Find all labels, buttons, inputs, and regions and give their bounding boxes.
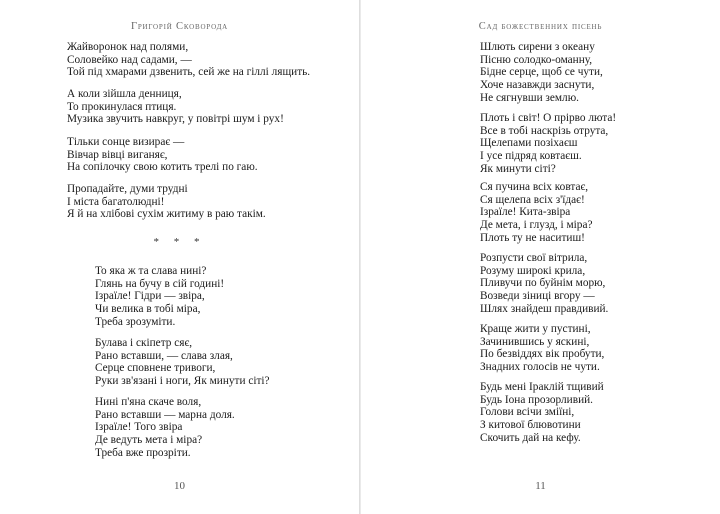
stanza	[95, 265, 224, 329]
verse-line: З китової блювотини	[480, 419, 581, 432]
verse-line: По безвіддях вік пробути,	[480, 348, 605, 361]
running-head-right: Сад божественних пісень	[478, 21, 603, 32]
verse-line: Хоче назавжди заснути,	[480, 79, 595, 92]
verse-line: Пісню солодко-оманну,	[480, 53, 593, 66]
verse-line: Шлють сирени з океану	[480, 41, 595, 53]
stanza	[480, 323, 604, 374]
verse-line: Щелепами позіхаєш	[480, 137, 578, 150]
section-separator: * * *	[153, 236, 206, 248]
left-page	[0, 0, 359, 514]
stanza	[480, 252, 608, 316]
verse-line: Де ведуть мета і міра?	[95, 434, 203, 447]
verse-line: Рано вставши, — слава злая,	[95, 349, 233, 362]
verse-line: Той під хмарами дзвенить, сей же на гіллі лящить.	[67, 66, 311, 79]
right-page	[361, 0, 720, 514]
verse-line: Ся щелепа всіх з'їдає!	[480, 193, 585, 206]
verse-line: Як минути сіті?	[480, 162, 556, 175]
verse-line: Знадних голосів не чути.	[480, 361, 600, 374]
verse-line: Не сягнувши землю.	[480, 91, 579, 104]
verse-line: Розпусти свої вітрила,	[480, 252, 588, 264]
verse-line: То прокинулася птиця.	[67, 100, 177, 113]
verse-line: То яка ж та слава нині?	[95, 265, 207, 277]
verse-line: Треба вже прозріти.	[95, 446, 191, 459]
verse-line: Руки зв'язані і ноги, Як минути сіті?	[95, 375, 270, 388]
page-number-right: 11	[535, 480, 546, 492]
stanza	[95, 396, 235, 460]
verse-line: Плоть і світ! О прірво люта!	[480, 112, 617, 124]
verse-line: Возведи зіниці вгору —	[480, 290, 595, 303]
verse-line: Булава і скіпетр сяє,	[95, 337, 193, 349]
stanza	[67, 183, 266, 221]
page-number-left: 10	[174, 480, 185, 492]
stanza	[480, 181, 592, 245]
verse-line: І усе підряд ковтаєш.	[480, 150, 582, 163]
verse-line: Серце сповнене тривоги,	[95, 362, 216, 375]
verse-line: А коли зійшла денниця,	[67, 88, 182, 100]
verse-line: Плоть ту не наситиш!	[480, 231, 585, 244]
verse-line: Рано вставши — марна доля.	[95, 408, 235, 421]
verse-line: Шлях знайдеш правдивий.	[480, 302, 609, 315]
verse-line: І міста багатолюдні!	[67, 195, 165, 208]
running-head-left: Григорій Сковорода	[130, 21, 229, 32]
verse-line: Чи велика в тобі міра,	[95, 303, 201, 316]
verse-line: Краще жити у пустині,	[480, 323, 591, 335]
verse-line: Музика звучить навкруг, у повітрі шум і рух!	[67, 113, 284, 126]
verse-line: Скочить дай на кефу.	[480, 431, 581, 444]
verse-line: Розуму широкі крила,	[480, 264, 586, 277]
verse-line: Соловейко над садами, —	[67, 53, 192, 66]
verse-line: Будь Іона прозорливий.	[480, 393, 593, 406]
stanza	[480, 112, 616, 176]
verse-line: Вівчар вівці виганяє,	[67, 148, 168, 161]
verse-line: Ся пучина всіх ковтає,	[480, 181, 589, 193]
stanza	[480, 381, 604, 445]
verse-line: Нині п'яна скаче воля,	[95, 396, 202, 408]
verse-line: Треба зрозуміти.	[95, 315, 176, 328]
verse-line: Голови всічи зміїні,	[480, 406, 575, 419]
verse-line: Глянь на бучу в сій годині!	[95, 277, 225, 290]
stanza	[67, 136, 258, 174]
verse-line: Ізраїле! Того звіра	[95, 421, 183, 434]
verse-line: Все в тобі наскрізь отрута,	[480, 124, 609, 137]
verse-line: Ізраїле! Гідри — звіра,	[95, 290, 205, 303]
verse-line: Пропадайте, думи трудні	[67, 183, 188, 195]
stanza	[67, 41, 310, 79]
stanza	[95, 337, 270, 388]
stanza	[67, 88, 284, 126]
verse-line: Ізраїле! Кита-звіра	[480, 206, 571, 219]
verse-line: Я й на хлібові сухім житиму в раю такім.	[67, 208, 266, 221]
verse-line: Пливучи по буйнім морю,	[480, 277, 606, 290]
stanza	[480, 41, 603, 105]
verse-line: Тільки сонце визирає —	[67, 136, 185, 148]
verse-line: Де мета, і глузд, і міра?	[480, 219, 593, 232]
verse-line: Бідне серце, щоб се чути,	[480, 66, 603, 79]
verse-line: Будь мені Іраклій тщивий	[480, 381, 604, 393]
verse-line: Зачинившись у яскині,	[480, 335, 590, 348]
verse-line: Жайворонок над полями,	[67, 41, 189, 53]
verse-line: На сопілочку свою котить трелі по гаю.	[67, 161, 258, 174]
